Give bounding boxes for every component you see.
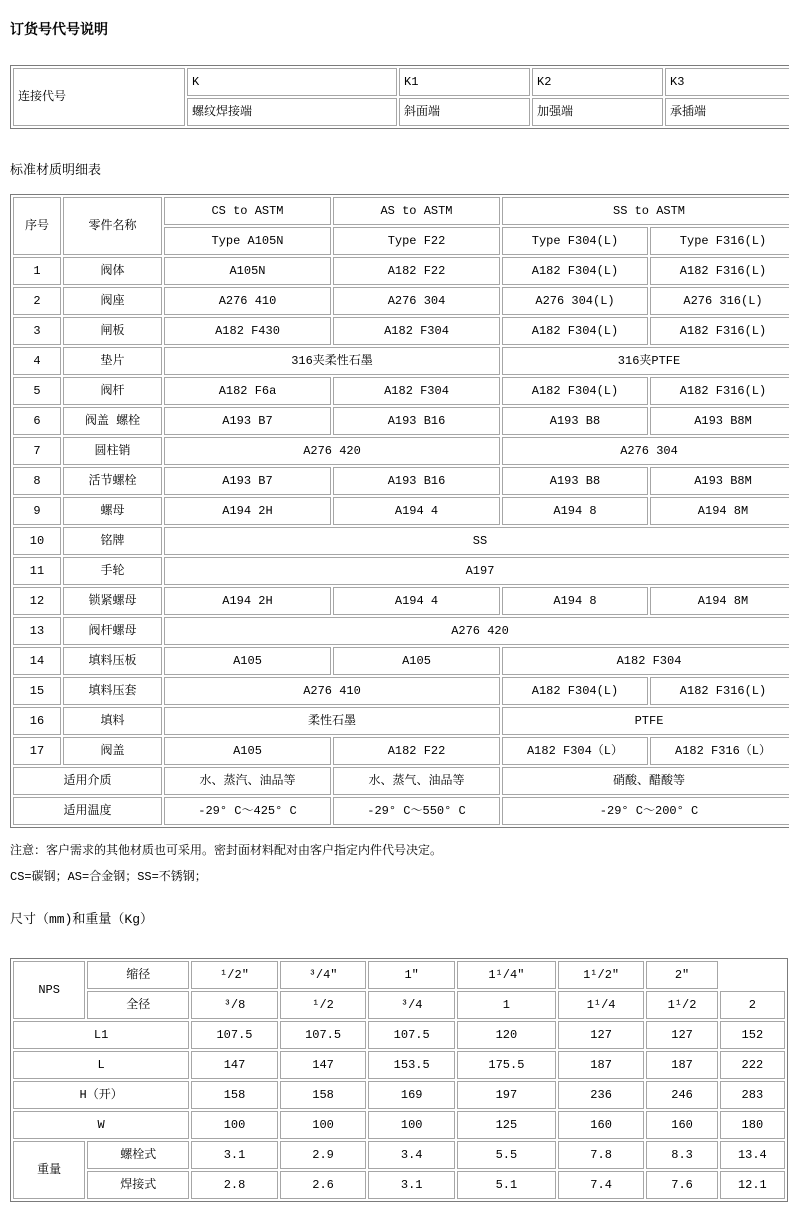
row-no: 3 bbox=[13, 317, 61, 345]
row-no: 4 bbox=[13, 347, 61, 375]
dim-cell: 158 bbox=[191, 1081, 278, 1109]
media-row-label: 适用介质 bbox=[13, 767, 162, 795]
material-cell: A194 8M bbox=[650, 587, 789, 615]
table-row bbox=[13, 587, 789, 615]
part-name: 圆柱销 bbox=[63, 437, 162, 465]
header-row bbox=[13, 197, 789, 225]
material-table-title: 标准材质明细表 bbox=[10, 163, 102, 178]
end-type-cell: 斜面端 bbox=[399, 98, 530, 126]
weight-cell: 3.1 bbox=[191, 1141, 278, 1169]
table-row bbox=[13, 437, 789, 465]
table-row bbox=[13, 287, 789, 315]
material-cell: A276 410 bbox=[164, 677, 500, 705]
weight-cell: 3.4 bbox=[368, 1141, 455, 1169]
temp-cell: -29° C～550° C bbox=[333, 797, 500, 825]
material-cell: A194 4 bbox=[333, 587, 500, 615]
weight-cell: 3.1 bbox=[368, 1171, 455, 1199]
dimension-table bbox=[10, 958, 788, 1202]
dim-cell: 125 bbox=[457, 1111, 556, 1139]
dim-cell: 158 bbox=[280, 1081, 367, 1109]
col-header-cs: CS to ASTM bbox=[164, 197, 331, 225]
reduced-bore-label: 缩径 bbox=[87, 961, 189, 989]
row-no: 8 bbox=[13, 467, 61, 495]
material-cell: A194 8M bbox=[650, 497, 789, 525]
weight-cell: 5.1 bbox=[457, 1171, 556, 1199]
size-cell: 1 bbox=[457, 991, 556, 1019]
col-header-no: 序号 bbox=[13, 197, 61, 255]
material-cell: A193 B16 bbox=[333, 407, 500, 435]
temp-cell: -29° C～425° C bbox=[164, 797, 331, 825]
type-header-cell: Type F316(L) bbox=[650, 227, 789, 255]
size-cell: ¹/2 bbox=[280, 991, 367, 1019]
weight-label: 重量 bbox=[13, 1141, 85, 1199]
table-row bbox=[13, 647, 789, 675]
row-no: 12 bbox=[13, 587, 61, 615]
material-cell: A194 4 bbox=[333, 497, 500, 525]
part-name: 阀杆 bbox=[63, 377, 162, 405]
material-cell: A276 316(L) bbox=[650, 287, 789, 315]
row-no: 5 bbox=[13, 377, 61, 405]
size-cell: ¹/2″ bbox=[191, 961, 278, 989]
weight-cell: 7.6 bbox=[646, 1171, 717, 1199]
weight-cell: 8.3 bbox=[646, 1141, 717, 1169]
dim-cell: 107.5 bbox=[368, 1021, 455, 1049]
table-row bbox=[13, 1081, 785, 1109]
material-cell: A105N bbox=[164, 257, 331, 285]
material-cell: A182 F316(L) bbox=[650, 257, 789, 285]
table-row bbox=[13, 257, 789, 285]
dim-row-label: L bbox=[13, 1051, 189, 1079]
table-row bbox=[13, 68, 789, 96]
media-cell: 水、蒸气、油品等 bbox=[333, 767, 500, 795]
dim-cell: 187 bbox=[646, 1051, 717, 1079]
code-cell: K3 bbox=[665, 68, 789, 96]
dimension-table-title: 尺寸（mm)和重量（Kg） bbox=[10, 912, 154, 927]
row-no: 15 bbox=[13, 677, 61, 705]
row-no: 9 bbox=[13, 497, 61, 525]
dim-cell: 127 bbox=[558, 1021, 645, 1049]
material-cell: A193 B7 bbox=[164, 467, 331, 495]
material-cell: A194 2H bbox=[164, 497, 331, 525]
material-cell: A182 F304(L) bbox=[502, 377, 648, 405]
material-cell: A276 304(L) bbox=[502, 287, 648, 315]
material-table bbox=[10, 194, 789, 828]
code-cell: K2 bbox=[532, 68, 663, 96]
material-cell: A193 B8 bbox=[502, 467, 648, 495]
material-cell: A193 B8M bbox=[650, 467, 789, 495]
code-cell: K1 bbox=[399, 68, 530, 96]
part-name: 填料 bbox=[63, 707, 162, 735]
size-cell: ³/4 bbox=[368, 991, 455, 1019]
row-no: 7 bbox=[13, 437, 61, 465]
part-name: 填料压板 bbox=[63, 647, 162, 675]
table-row bbox=[13, 467, 789, 495]
material-cell: A193 B16 bbox=[333, 467, 500, 495]
part-name: 螺母 bbox=[63, 497, 162, 525]
material-cell: A182 F22 bbox=[333, 257, 500, 285]
table-row bbox=[13, 991, 785, 1019]
material-cell: A105 bbox=[164, 647, 331, 675]
row-no: 13 bbox=[13, 617, 61, 645]
table-row bbox=[13, 617, 789, 645]
part-name: 活节螺栓 bbox=[63, 467, 162, 495]
material-cell: 316夹PTFE bbox=[502, 347, 789, 375]
part-name: 阀盖 螺栓 bbox=[63, 407, 162, 435]
part-name: 闸板 bbox=[63, 317, 162, 345]
material-cell: A182 F304 bbox=[333, 317, 500, 345]
dim-cell: 246 bbox=[646, 1081, 717, 1109]
type-header-cell: Type F304(L) bbox=[502, 227, 648, 255]
dim-cell: 100 bbox=[191, 1111, 278, 1139]
full-bore-label: 全径 bbox=[87, 991, 189, 1019]
size-cell: 1″ bbox=[368, 961, 455, 989]
dim-cell: 160 bbox=[558, 1111, 645, 1139]
size-cell: ³/8 bbox=[191, 991, 278, 1019]
weight-type-label: 焊接式 bbox=[87, 1171, 189, 1199]
material-cell: PTFE bbox=[502, 707, 789, 735]
row-no: 2 bbox=[13, 287, 61, 315]
size-cell: 1¹/4 bbox=[558, 991, 645, 1019]
weight-cell: 5.5 bbox=[457, 1141, 556, 1169]
dim-cell: 222 bbox=[720, 1051, 785, 1079]
weight-cell: 2.8 bbox=[191, 1171, 278, 1199]
media-cell: 硝酸、醋酸等 bbox=[502, 767, 789, 795]
nps-label: NPS bbox=[13, 961, 85, 1019]
dim-cell: 283 bbox=[720, 1081, 785, 1109]
size-cell: 1¹/2 bbox=[646, 991, 717, 1019]
temp-cell: -29° C～200° C bbox=[502, 797, 789, 825]
weight-cell: 7.4 bbox=[558, 1171, 645, 1199]
material-cell: A105 bbox=[164, 737, 331, 765]
dim-cell: 127 bbox=[646, 1021, 717, 1049]
col-header-part: 零件名称 bbox=[63, 197, 162, 255]
dim-cell: 153.5 bbox=[368, 1051, 455, 1079]
row-no: 1 bbox=[13, 257, 61, 285]
table-row bbox=[13, 377, 789, 405]
material-cell: SS bbox=[164, 527, 789, 555]
material-cell: A182 F304 bbox=[333, 377, 500, 405]
table-row bbox=[13, 317, 789, 345]
material-cell: A182 F304(L) bbox=[502, 257, 648, 285]
weight-cell: 13.4 bbox=[720, 1141, 785, 1169]
part-name: 阀座 bbox=[63, 287, 162, 315]
table-row bbox=[13, 527, 789, 555]
material-cell: A193 B8 bbox=[502, 407, 648, 435]
material-cell: A182 F304(L) bbox=[502, 317, 648, 345]
weight-cell: 12.1 bbox=[720, 1171, 785, 1199]
material-cell: 柔性石墨 bbox=[164, 707, 500, 735]
size-cell: 2″ bbox=[646, 961, 717, 989]
part-name: 阀杆螺母 bbox=[63, 617, 162, 645]
dim-row-label: L1 bbox=[13, 1021, 189, 1049]
weight-type-label: 螺栓式 bbox=[87, 1141, 189, 1169]
dim-cell: 107.5 bbox=[191, 1021, 278, 1049]
material-cell: A105 bbox=[333, 647, 500, 675]
material-cell: A182 F316(L) bbox=[650, 377, 789, 405]
dim-cell: 100 bbox=[280, 1111, 367, 1139]
row-no: 11 bbox=[13, 557, 61, 585]
material-cell: A182 F316(L) bbox=[650, 317, 789, 345]
note-customer-materials: 注意：客户需求的其他材质也可采用。密封面材料配对由客户指定内件代号决定。 bbox=[10, 844, 443, 858]
weight-cell: 2.9 bbox=[280, 1141, 367, 1169]
table-row bbox=[13, 797, 789, 825]
weight-cell: 7.8 bbox=[558, 1141, 645, 1169]
material-cell: A182 F316(L) bbox=[650, 677, 789, 705]
material-cell: A182 F304(L) bbox=[502, 677, 648, 705]
part-name: 手轮 bbox=[63, 557, 162, 585]
part-name: 阀盖 bbox=[63, 737, 162, 765]
dim-cell: 160 bbox=[646, 1111, 717, 1139]
size-cell: ³/4″ bbox=[280, 961, 367, 989]
dim-cell: 147 bbox=[191, 1051, 278, 1079]
part-name: 垫片 bbox=[63, 347, 162, 375]
dim-cell: 107.5 bbox=[280, 1021, 367, 1049]
dim-cell: 180 bbox=[720, 1111, 785, 1139]
connection-code-table bbox=[10, 65, 789, 129]
material-cell: A194 2H bbox=[164, 587, 331, 615]
part-name: 填料压套 bbox=[63, 677, 162, 705]
table-row bbox=[13, 707, 789, 735]
table-row bbox=[13, 737, 789, 765]
part-name: 锁紧螺母 bbox=[63, 587, 162, 615]
col-header-as: AS to ASTM bbox=[333, 197, 500, 225]
table-row bbox=[13, 347, 789, 375]
size-cell: 1¹/2″ bbox=[558, 961, 645, 989]
material-cell: A193 B7 bbox=[164, 407, 331, 435]
material-cell: A194 8 bbox=[502, 497, 648, 525]
table-row bbox=[13, 767, 789, 795]
dim-cell: 147 bbox=[280, 1051, 367, 1079]
dim-cell: 152 bbox=[720, 1021, 785, 1049]
size-cell: 1¹/4″ bbox=[457, 961, 556, 989]
weight-cell: 2.6 bbox=[280, 1171, 367, 1199]
row-no: 16 bbox=[13, 707, 61, 735]
dim-cell: 169 bbox=[368, 1081, 455, 1109]
dim-cell: 120 bbox=[457, 1021, 556, 1049]
material-cell: A276 420 bbox=[164, 617, 789, 645]
material-cell: A182 F430 bbox=[164, 317, 331, 345]
material-cell: A276 410 bbox=[164, 287, 331, 315]
media-cell: 水、蒸汽、油品等 bbox=[164, 767, 331, 795]
end-type-cell: 螺纹焊接端 bbox=[187, 98, 397, 126]
end-type-cell: 加强端 bbox=[532, 98, 663, 126]
table-row bbox=[13, 1141, 785, 1169]
dim-cell: 175.5 bbox=[457, 1051, 556, 1079]
table-row bbox=[13, 1051, 785, 1079]
material-cell: A276 420 bbox=[164, 437, 500, 465]
row-no: 17 bbox=[13, 737, 61, 765]
material-cell: A182 F6a bbox=[164, 377, 331, 405]
dim-cell: 187 bbox=[558, 1051, 645, 1079]
material-cell: A197 bbox=[164, 557, 789, 585]
material-cell: A194 8 bbox=[502, 587, 648, 615]
dim-cell: 100 bbox=[368, 1111, 455, 1139]
material-cell: 316夹柔性石墨 bbox=[164, 347, 500, 375]
dim-row-label: W bbox=[13, 1111, 189, 1139]
table-row bbox=[13, 1171, 785, 1199]
row-no: 10 bbox=[13, 527, 61, 555]
code-cell: K bbox=[187, 68, 397, 96]
note-abbreviations: CS=碳钢；AS=合金钢；SS=不锈钢； bbox=[10, 870, 207, 884]
part-name: 阀体 bbox=[63, 257, 162, 285]
temp-row-label: 适用温度 bbox=[13, 797, 162, 825]
type-header-cell: Type A105N bbox=[164, 227, 331, 255]
dim-cell: 236 bbox=[558, 1081, 645, 1109]
table-row bbox=[13, 961, 785, 989]
connection-code-label: 连接代号 bbox=[13, 68, 185, 126]
row-no: 14 bbox=[13, 647, 61, 675]
page-title: 订货号代号说明 bbox=[10, 23, 108, 39]
table-row bbox=[13, 407, 789, 435]
material-cell: A182 F304 bbox=[502, 647, 789, 675]
material-cell: A182 F22 bbox=[333, 737, 500, 765]
dim-row-label: H（开） bbox=[13, 1081, 189, 1109]
size-cell: 2 bbox=[720, 991, 785, 1019]
material-cell: A182 F304（L） bbox=[502, 737, 648, 765]
material-cell: A193 B8M bbox=[650, 407, 789, 435]
row-no: 6 bbox=[13, 407, 61, 435]
end-type-cell: 承插端 bbox=[665, 98, 789, 126]
table-row bbox=[13, 557, 789, 585]
part-name: 铭牌 bbox=[63, 527, 162, 555]
material-cell: A276 304 bbox=[502, 437, 789, 465]
table-row bbox=[13, 497, 789, 525]
material-cell: A276 304 bbox=[333, 287, 500, 315]
table-row bbox=[13, 677, 789, 705]
table-row bbox=[13, 1021, 785, 1049]
table-row bbox=[13, 1111, 785, 1139]
material-cell: A182 F316（L） bbox=[650, 737, 789, 765]
dim-cell: 197 bbox=[457, 1081, 556, 1109]
type-header-cell: Type F22 bbox=[333, 227, 500, 255]
col-header-ss: SS to ASTM bbox=[502, 197, 789, 225]
